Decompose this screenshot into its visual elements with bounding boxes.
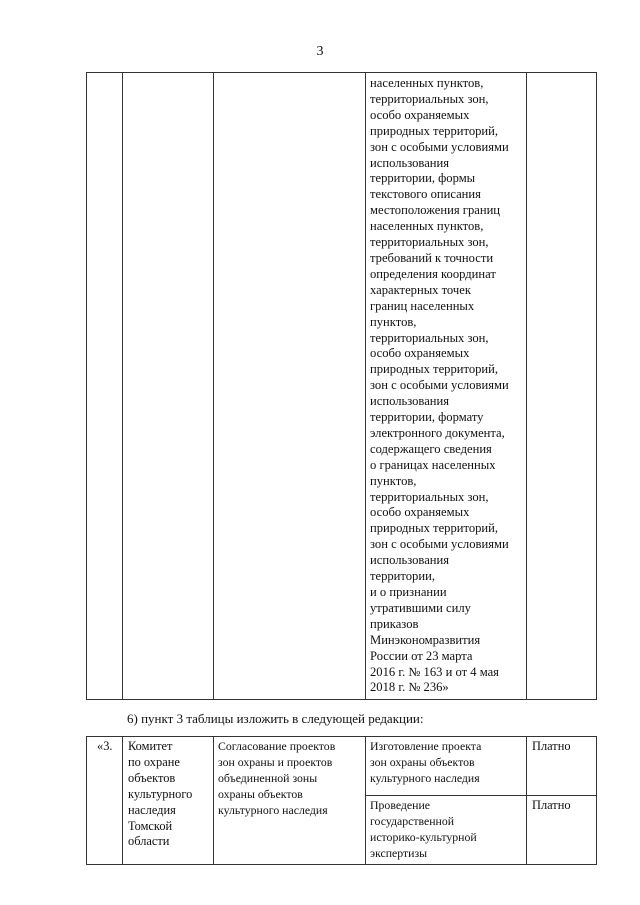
cell-line: зон с особыми условиями: [370, 537, 509, 552]
table-cell-fee: [527, 73, 597, 700]
authority-cell: [123, 737, 214, 865]
cell-line: утратившими силу: [370, 600, 471, 615]
cell-line: территориальных зон,: [370, 235, 489, 250]
cell-line: особо охраняемых: [370, 107, 470, 122]
cell-line: приказов: [370, 616, 419, 631]
cell-line: зон охраны объектов: [370, 754, 475, 769]
cell-line: по охране: [128, 754, 180, 769]
cell-line: границ населенных: [370, 298, 475, 313]
cell-line: характерных точек: [370, 282, 471, 297]
cell-line: зон с особыми условиями: [370, 378, 509, 393]
cell-line: Томской: [128, 818, 173, 833]
cell-line: о границах населенных: [370, 457, 496, 472]
cell-line: требований к точности: [370, 250, 494, 265]
cell-line: экспертизы: [370, 845, 428, 860]
cell-line: населенных пунктов,: [370, 219, 484, 234]
cell-line: территории, формату: [370, 410, 484, 425]
cell-line: природных территорий,: [370, 521, 499, 536]
cell-line: Комитет: [128, 739, 173, 753]
cell-line: электронного документа,: [370, 425, 505, 440]
cell-line: области: [128, 834, 170, 849]
cell-line: использования: [370, 155, 450, 170]
cell-line: зон охраны и проектов: [218, 754, 333, 769]
cell-line: и о признании: [370, 585, 447, 599]
cell-line: Проведение: [370, 798, 430, 812]
cell-line: территориальных зон,: [370, 91, 489, 106]
cell-line: местоположения границ: [370, 203, 501, 218]
service-cell: [214, 737, 366, 865]
cell-line: использования: [370, 553, 450, 568]
cell-line: природных территорий,: [370, 123, 499, 138]
cell-line: Согласование проектов: [218, 739, 336, 753]
cell-line: территории, формы: [370, 171, 476, 186]
cell-line: территориальных зон,: [370, 330, 489, 345]
cell-line: содержащего сведения: [370, 441, 492, 456]
cell-line: России от 23 марта: [370, 648, 473, 663]
row-number: «3.: [87, 737, 123, 865]
cell-line: культурного наследия: [218, 802, 328, 817]
cell-line: территории,: [370, 569, 435, 584]
replacement-table: [86, 736, 597, 865]
table-row: [87, 73, 597, 700]
table-cell-service: [214, 73, 366, 700]
cell-line: зон с особыми условиями: [370, 139, 509, 154]
instruction-paragraph: 6) пункт 3 таблицы изложить в следующей редакции:: [127, 711, 424, 726]
table-cell-number: [87, 73, 123, 700]
subservice-cell: [366, 796, 527, 865]
cell-line: Изготовление проекта: [370, 739, 482, 753]
cell-line: использования: [370, 394, 450, 409]
table-row: [87, 737, 597, 796]
cell-line: наследия: [128, 802, 176, 817]
cell-line: объектов: [128, 770, 176, 785]
fee-cell: Платно: [527, 737, 597, 796]
page-number: 3: [316, 44, 324, 59]
cell-line: 2018 г. № 236»: [370, 680, 449, 695]
continuation-table: [86, 72, 597, 700]
table-cell-authority: [123, 73, 214, 700]
cell-line: пунктов,: [370, 473, 417, 488]
fee-cell: Платно: [527, 796, 597, 865]
cell-line: особо охраняемых: [370, 505, 470, 520]
cell-line: текстового описания: [370, 187, 481, 202]
cell-line: охраны объектов: [218, 786, 303, 801]
cell-line: пунктов,: [370, 314, 417, 329]
cell-line: особо охраняемых: [370, 346, 470, 361]
subservice-cell: [366, 737, 527, 796]
table-cell-subservice: [366, 73, 527, 700]
cell-line: Минэкономразвития: [370, 632, 481, 647]
cell-line: природных территорий,: [370, 362, 499, 377]
cell-line: населенных пунктов,: [370, 76, 484, 90]
cell-line: государственной: [370, 813, 455, 828]
cell-line: определения координат: [370, 266, 496, 281]
cell-line: историко-культурной: [370, 829, 477, 844]
cell-line: культурного наследия: [370, 770, 480, 785]
cell-line: культурного: [128, 786, 193, 801]
cell-line: 2016 г. № 163 и от 4 мая: [370, 664, 499, 679]
cell-line: объединенной зоны: [218, 770, 318, 785]
cell-line: территориальных зон,: [370, 489, 489, 504]
